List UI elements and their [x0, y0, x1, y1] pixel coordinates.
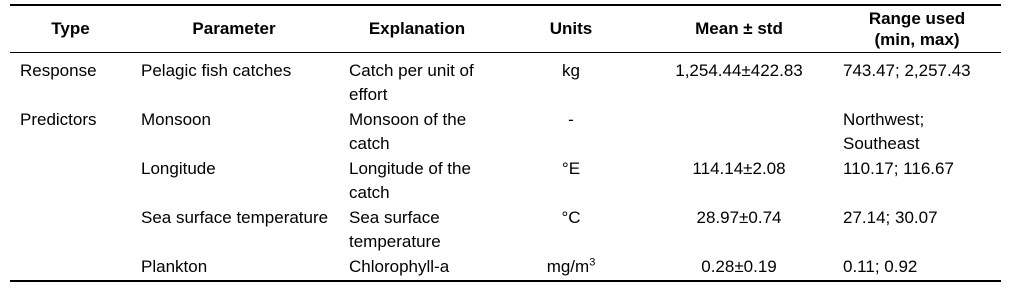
cell-units: kg — [562, 61, 580, 80]
cell-mean: 0.28±0.19 — [701, 257, 777, 276]
table-row — [10, 53, 1001, 109]
header-type: Type — [51, 19, 90, 38]
cell-mean: 1,254.44±422.83 — [675, 61, 803, 80]
cell-type: Response — [20, 61, 97, 80]
units-superscript: 3 — [589, 256, 596, 269]
cell-parameter: Monsoon — [141, 110, 211, 129]
table-header-row — [10, 5, 1001, 53]
cell-explanation: Monsoon of the catch — [349, 110, 467, 153]
header-range-line1: Range used — [868, 9, 966, 28]
cell-type: Predictors — [20, 110, 97, 129]
data-table-container — [10, 4, 1001, 282]
cell-units — [497, 255, 645, 281]
cell-parameter: Sea surface temperature — [141, 208, 329, 227]
cell-range: 110.17; 116.67 — [843, 159, 954, 178]
header-explanation: Explanation — [368, 19, 466, 38]
cell-range: 743.47; 2,257.43 — [843, 61, 971, 80]
cell-parameter: Plankton — [141, 257, 208, 276]
cell-parameter: Pelagic fish catches — [141, 61, 292, 80]
cell-mean — [645, 108, 833, 157]
cell-type — [10, 157, 131, 206]
header-range-line2: (min, max) — [874, 30, 960, 49]
cell-range: 27.14; 30.07 — [843, 208, 938, 227]
cell-type — [10, 255, 131, 281]
cell-explanation: Sea surface temperature — [349, 208, 441, 251]
header-units: Units — [549, 19, 593, 38]
variables-table — [10, 4, 1001, 282]
table-row — [10, 108, 1001, 157]
cell-range: Northwest; Southeast — [843, 110, 925, 153]
units-base: mg/m — [546, 257, 590, 276]
cell-units: °C — [561, 208, 581, 227]
cell-explanation: Longitude of the catch — [349, 159, 471, 202]
header-parameter: Parameter — [192, 19, 276, 38]
cell-units: °E — [561, 159, 581, 178]
cell-mean: 114.14±2.08 — [692, 159, 786, 178]
cell-explanation: Catch per unit of effort — [349, 61, 474, 104]
table-row — [10, 206, 1001, 255]
cell-explanation: Chlorophyll-a — [349, 257, 450, 276]
table-row — [10, 255, 1001, 281]
header-mean-std: Mean ± std — [695, 19, 783, 38]
cell-units: - — [568, 110, 574, 129]
cell-range: 0.11; 0.92 — [843, 257, 918, 276]
cell-mean: 28.97±0.74 — [696, 208, 782, 227]
header-range — [833, 5, 1001, 53]
cell-parameter: Longitude — [141, 159, 216, 178]
cell-type — [10, 206, 131, 255]
table-row — [10, 157, 1001, 206]
